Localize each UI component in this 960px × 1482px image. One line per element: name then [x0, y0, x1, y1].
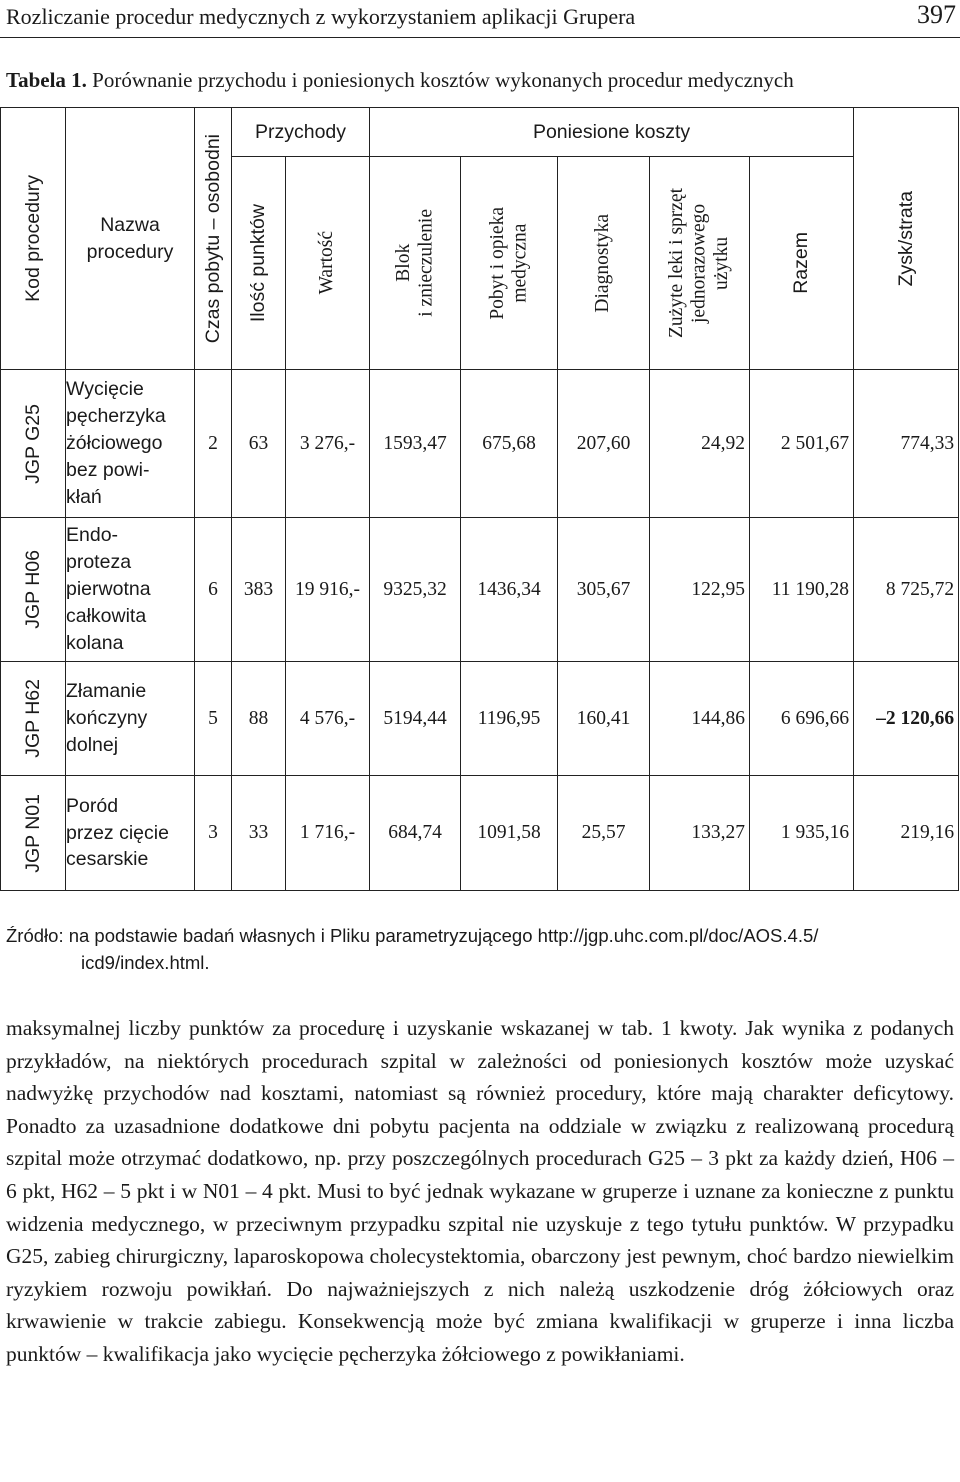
col-header-zuzyte: Zużyte leki i sprzęt jednorazowego użytku: [650, 157, 750, 370]
row-name: Poród przez cięcie cesarskie: [66, 776, 195, 891]
cell-czas: 2: [195, 370, 232, 518]
cell-zysk: –2 120,66: [854, 662, 959, 776]
col-header-poniesione-koszty: Poniesione koszty: [370, 108, 854, 157]
cell-diagnostyka: 305,67: [558, 518, 650, 662]
col-header-zysk: Zysk/strata: [854, 108, 959, 370]
col-header-punkty: Ilość punktów: [232, 157, 286, 370]
cell-blok: 9325,32: [370, 518, 461, 662]
cell-pobyt: 1196,95: [461, 662, 558, 776]
col-header-czas: Czas pobytu – osobodni: [195, 108, 232, 370]
cell-razem: 11 190,28: [750, 518, 854, 662]
cell-zuzyte: 24,92: [650, 370, 750, 518]
cell-diagnostyka: 25,57: [558, 776, 650, 891]
col-header-nazwa: Nazwa procedury: [66, 108, 195, 370]
table-row: [1, 776, 959, 891]
col-header-pobyt: Pobyt i opieka medyczna: [461, 157, 558, 370]
table-source-note: [6, 922, 956, 977]
cell-razem: 1 935,16: [750, 776, 854, 891]
source-label: Źródło:: [6, 925, 64, 946]
table-row: [1, 662, 959, 776]
cell-blok: 684,74: [370, 776, 461, 891]
table-caption: [6, 68, 794, 93]
row-name: Endo- proteza pierwotna całkowita kolana: [66, 518, 195, 662]
cell-punkty: 383: [232, 518, 286, 662]
cell-punkty: 33: [232, 776, 286, 891]
cell-wartosc: 1 716,-: [286, 776, 370, 891]
cell-zuzyte: 122,95: [650, 518, 750, 662]
cell-wartosc: 19 916,-: [286, 518, 370, 662]
col-header-blok: Blok i znieczulenie: [370, 157, 461, 370]
cell-wartosc: 3 276,-: [286, 370, 370, 518]
cell-pobyt: 1436,34: [461, 518, 558, 662]
row-code: JGP H06: [1, 518, 66, 662]
col-header-diagnostyka: Diagnostyka: [558, 157, 650, 370]
cell-diagnostyka: 207,60: [558, 370, 650, 518]
cell-razem: 6 696,66: [750, 662, 854, 776]
running-title: Rozliczanie procedur medycznych z wykorzystaniem aplikacji Grupera: [6, 4, 636, 29]
col-header-wartosc: Wartość: [286, 157, 370, 370]
row-code: JGP H62: [1, 662, 66, 776]
source-text-line1: na podstawie badań własnych i Pliku parametryzującego http://jgp.uhc.com.pl/doc/AOS.4.5/: [68, 925, 819, 946]
cell-razem: 2 501,67: [750, 370, 854, 518]
cell-zuzyte: 144,86: [650, 662, 750, 776]
col-header-kod: Kod procedury: [1, 108, 66, 370]
cell-zysk: 774,33: [854, 370, 959, 518]
page-number: 397: [917, 0, 956, 29]
cell-pobyt: 1091,58: [461, 776, 558, 891]
cell-zuzyte: 133,27: [650, 776, 750, 891]
body-paragraph-text: maksymalnej liczby punktów za procedurę i uzyskanie wskazanej w tab. 1 kwoty. Jak wynika z podanych przykładów, na niektórych procedurach szpital w zależności od poniesionych kosztów może uzyskać nadwyżkę przychodów nad kosztami, natomiast są również procedury, które mają charakter deficytowy. Ponadto za uzasadnione dodatkowe dni pobytu pacjenta na oddziale w związku z realizowaną procedurą szpital może otrzymać dodatkowo, np. przy poszczególnych procedurach G25 – 3 pkt za każdy dzień, H06 – 6 pkt, H62 – 5 pkt i w N01 – 4 pkt. Musi to być jednak wykazane w gruperze i uznane za konieczne z punktu widzenia medycznego, w przeciwnym przypadku szpital nie uzyskuje z tego tytułu punktów. W przypadku G25, zabieg chirurgiczny, laparoskopowa cholecystektomia, obarczony jest pewnym, choć bardzo niewielkim ryzykiem rozwoju powikłań. Do najważniejszych z nich należą uszkodzenie dróg żółciowych oraz krwawienie w trakcie zabiegu. Konsekwencją może być zmiana kwalifikacji w gruperze i inna liczba punktów – kwalifikacja jako wycięcie pęcherzyka żółciowego z powikłaniami.: [6, 1016, 954, 1366]
table-row: [1, 518, 959, 662]
cell-blok: 5194,44: [370, 662, 461, 776]
procedure-cost-table: [0, 107, 959, 891]
col-header-razem: Razem: [750, 157, 854, 370]
row-code: JGP N01: [1, 776, 66, 891]
table-row: [1, 370, 959, 518]
row-name: Wycięcie pęcherzyka żółciowego bez powi- kłań: [66, 370, 195, 518]
source-text-line2: icd9/index.html.: [81, 952, 210, 974]
table-caption-label: Tabela 1.: [6, 68, 87, 92]
cell-czas: 6: [195, 518, 232, 662]
cell-wartosc: 4 576,-: [286, 662, 370, 776]
row-name: Złamanie kończyny dolnej: [66, 662, 195, 776]
cell-czas: 3: [195, 776, 232, 891]
cell-punkty: 63: [232, 370, 286, 518]
body-paragraph: [6, 1012, 954, 1371]
cell-zysk: 8 725,72: [854, 518, 959, 662]
table-caption-text: Porównanie przychodu i poniesionych kosztów wykonanych procedur medycznych: [92, 68, 794, 92]
col-header-przychody: Przychody: [232, 108, 370, 157]
cell-zysk: 219,16: [854, 776, 959, 891]
cell-pobyt: 675,68: [461, 370, 558, 518]
cell-czas: 5: [195, 662, 232, 776]
cell-blok: 1593,47: [370, 370, 461, 518]
row-code: JGP G25: [1, 370, 66, 518]
cell-punkty: 88: [232, 662, 286, 776]
cell-diagnostyka: 160,41: [558, 662, 650, 776]
running-header: [0, 0, 960, 38]
